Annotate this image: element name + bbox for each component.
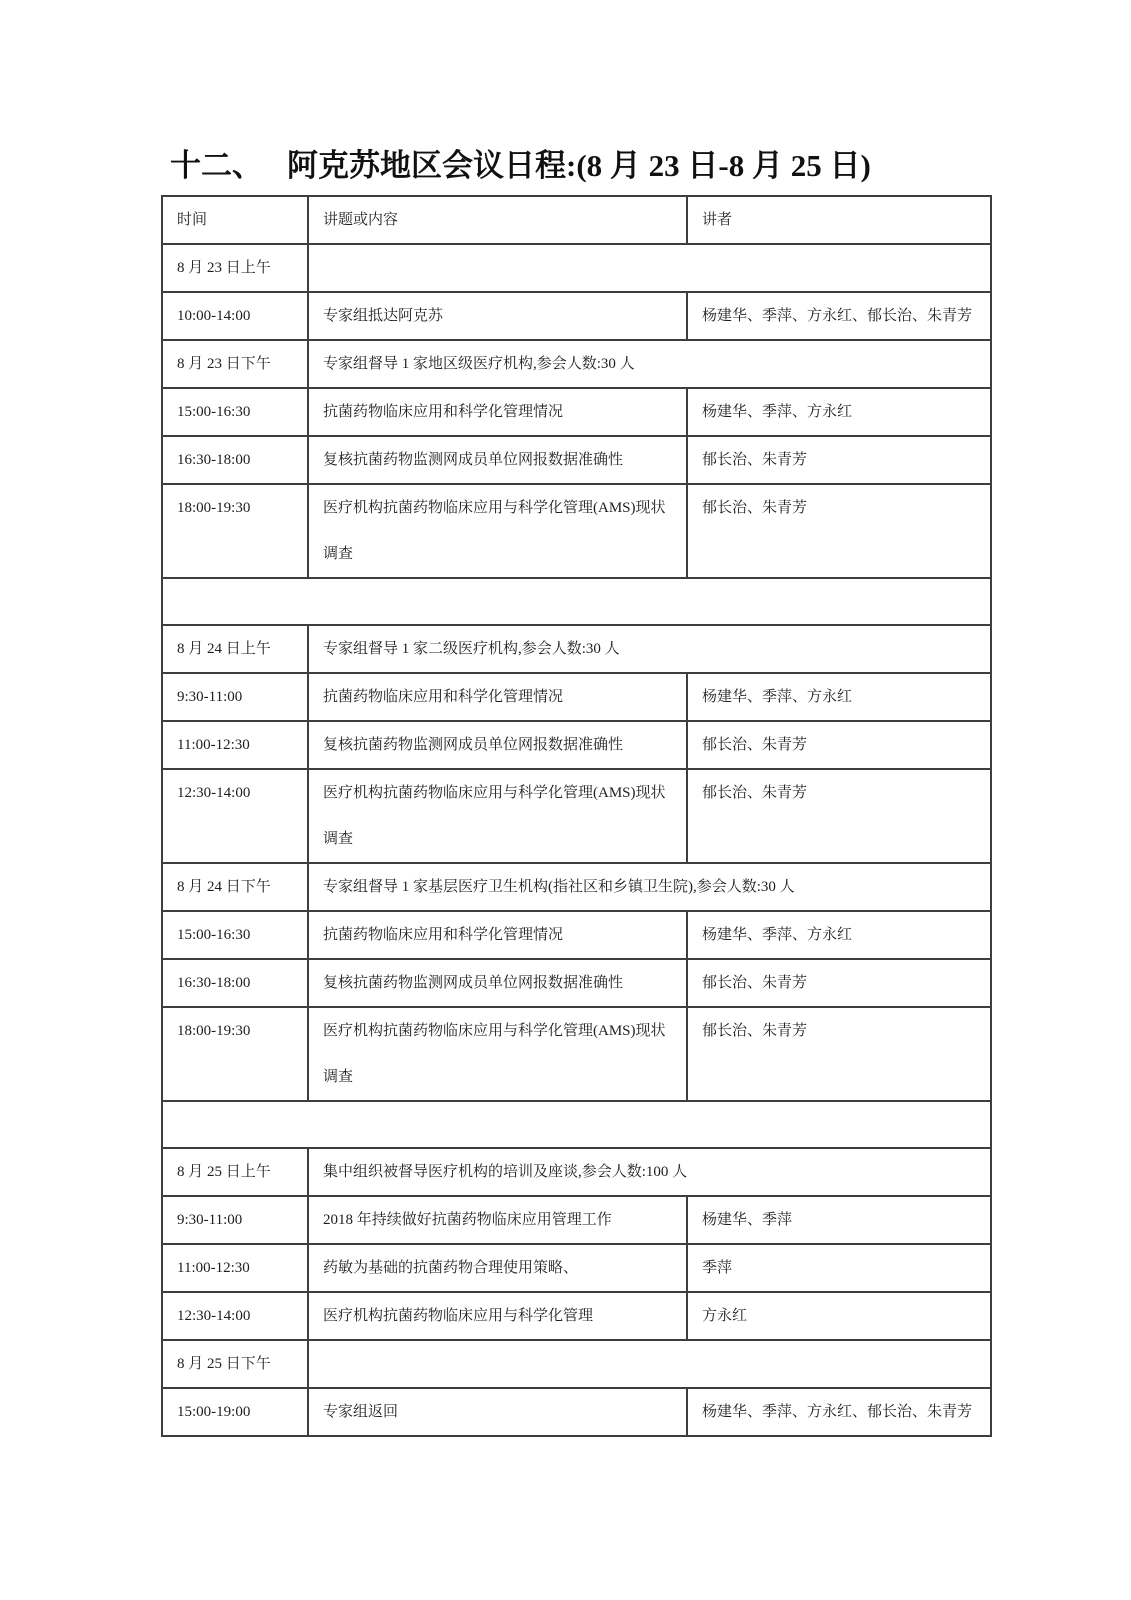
- cell-speaker: 杨建华、季萍、方永红: [687, 673, 991, 721]
- cell-section-content: 专家组督导 1 家二级医疗机构,参会人数:30 人: [308, 625, 991, 673]
- table-row: [162, 721, 991, 769]
- cell-topic: 复核抗菌药物监测网成员单位网报数据准确性: [308, 721, 687, 769]
- cell-speaker: 郁长治、朱青芳: [687, 769, 991, 863]
- table-row: [162, 673, 991, 721]
- section-row: [162, 244, 991, 292]
- topic-line-1: 医疗机构抗菌药物临床应用与科学化管理(AMS)现状: [323, 785, 666, 801]
- cell-speaker: 季萍: [687, 1244, 991, 1292]
- cell-topic: 专家组返回: [308, 1388, 687, 1436]
- topic-line-1: 医疗机构抗菌药物临床应用与科学化管理(AMS)现状: [323, 500, 666, 516]
- cell-time: 15:00-16:30: [162, 911, 308, 959]
- cell-time: 11:00-12:30: [162, 721, 308, 769]
- cell-time: 9:30-11:00: [162, 1196, 308, 1244]
- table-row: [162, 1388, 991, 1436]
- cell-date: 8 月 24 日上午: [162, 625, 308, 673]
- cell-topic: 2018 年持续做好抗菌药物临床应用管理工作: [308, 1196, 687, 1244]
- cell-time: 12:30-14:00: [162, 769, 308, 863]
- table-row: [162, 1007, 991, 1101]
- cell-spacer: [162, 1101, 991, 1148]
- spacer-row: [162, 1101, 991, 1148]
- table-header-row: [162, 196, 991, 244]
- cell-time: 11:00-12:30: [162, 1244, 308, 1292]
- spacer-row: [162, 578, 991, 625]
- table-row: [162, 769, 991, 863]
- cell-topic: 药敏为基础的抗菌药物合理使用策略、: [308, 1244, 687, 1292]
- cell-speaker: 杨建华、季萍: [687, 1196, 991, 1244]
- table-row: [162, 292, 991, 340]
- cell-section-content: 专家组督导 1 家基层医疗卫生机构(指社区和乡镇卫生院),参会人数:30 人: [308, 863, 991, 911]
- cell-time: 18:00-19:30: [162, 484, 308, 578]
- title-section-number: 十二、: [170, 148, 263, 183]
- section-row: [162, 1340, 991, 1388]
- cell-date: 8 月 23 日上午: [162, 244, 308, 292]
- cell-time: 16:30-18:00: [162, 959, 308, 1007]
- cell-section-content: [308, 244, 991, 292]
- cell-speaker: 郁长治、朱青芳: [687, 1007, 991, 1101]
- topic-line-1: 医疗机构抗菌药物临床应用与科学化管理(AMS)现状: [323, 1023, 666, 1039]
- cell-speaker: 郁长治、朱青芳: [687, 721, 991, 769]
- cell-date: 8 月 24 日下午: [162, 863, 308, 911]
- topic-line-2: 调查: [323, 1069, 354, 1085]
- table-row: [162, 1244, 991, 1292]
- cell-speaker: 方永红: [687, 1292, 991, 1340]
- cell-time: 9:30-11:00: [162, 673, 308, 721]
- cell-speaker: 杨建华、季萍、方永红: [687, 388, 991, 436]
- cell-topic: 抗菌药物临床应用和科学化管理情况: [308, 673, 687, 721]
- table-row: [162, 484, 991, 578]
- cell-date: 8 月 23 日下午: [162, 340, 308, 388]
- header-topic: 讲题或内容: [308, 196, 687, 244]
- table-row: [162, 1292, 991, 1340]
- table-row: [162, 959, 991, 1007]
- section-row: [162, 625, 991, 673]
- cell-topic: [308, 484, 687, 578]
- cell-speaker: 杨建华、季萍、方永红: [687, 911, 991, 959]
- cell-topic: 复核抗菌药物监测网成员单位网报数据准确性: [308, 959, 687, 1007]
- table-row: [162, 1196, 991, 1244]
- cell-speaker: 郁长治、朱青芳: [687, 959, 991, 1007]
- table-row: [162, 436, 991, 484]
- title-text: 阿克苏地区会议日程:(8 月 23 日-8 月 25 日): [287, 148, 871, 183]
- cell-time: 10:00-14:00: [162, 292, 308, 340]
- cell-time: 18:00-19:30: [162, 1007, 308, 1101]
- cell-time: 15:00-19:00: [162, 1388, 308, 1436]
- section-row: [162, 863, 991, 911]
- topic-line-2: 调查: [323, 546, 354, 562]
- section-row: [162, 1148, 991, 1196]
- cell-speaker: 杨建华、季萍、方永红、郁长治、朱青芳: [687, 292, 991, 340]
- cell-time: 15:00-16:30: [162, 388, 308, 436]
- cell-topic: 抗菌药物临床应用和科学化管理情况: [308, 911, 687, 959]
- cell-section-content: 专家组督导 1 家地区级医疗机构,参会人数:30 人: [308, 340, 991, 388]
- cell-section-content: 集中组织被督导医疗机构的培训及座谈,参会人数:100 人: [308, 1148, 991, 1196]
- table-row: [162, 388, 991, 436]
- cell-topic: 医疗机构抗菌药物临床应用与科学化管理: [308, 1292, 687, 1340]
- topic-line-2: 调查: [323, 831, 354, 847]
- header-time: 时间: [162, 196, 308, 244]
- cell-topic: [308, 1007, 687, 1101]
- cell-speaker: 郁长治、朱青芳: [687, 436, 991, 484]
- table-row: [162, 911, 991, 959]
- page-title: [170, 140, 871, 185]
- cell-topic: 专家组抵达阿克苏: [308, 292, 687, 340]
- section-row: [162, 340, 991, 388]
- schedule-table: [161, 195, 992, 1437]
- cell-date: 8 月 25 日下午: [162, 1340, 308, 1388]
- cell-time: 12:30-14:00: [162, 1292, 308, 1340]
- cell-topic: 抗菌药物临床应用和科学化管理情况: [308, 388, 687, 436]
- cell-speaker: 郁长治、朱青芳: [687, 484, 991, 578]
- cell-speaker: 杨建华、季萍、方永红、郁长治、朱青芳: [687, 1388, 991, 1436]
- header-speaker: 讲者: [687, 196, 991, 244]
- cell-time: 16:30-18:00: [162, 436, 308, 484]
- cell-date: 8 月 25 日上午: [162, 1148, 308, 1196]
- cell-topic: 复核抗菌药物监测网成员单位网报数据准确性: [308, 436, 687, 484]
- cell-topic: [308, 769, 687, 863]
- cell-section-content: [308, 1340, 991, 1388]
- cell-spacer: [162, 578, 991, 625]
